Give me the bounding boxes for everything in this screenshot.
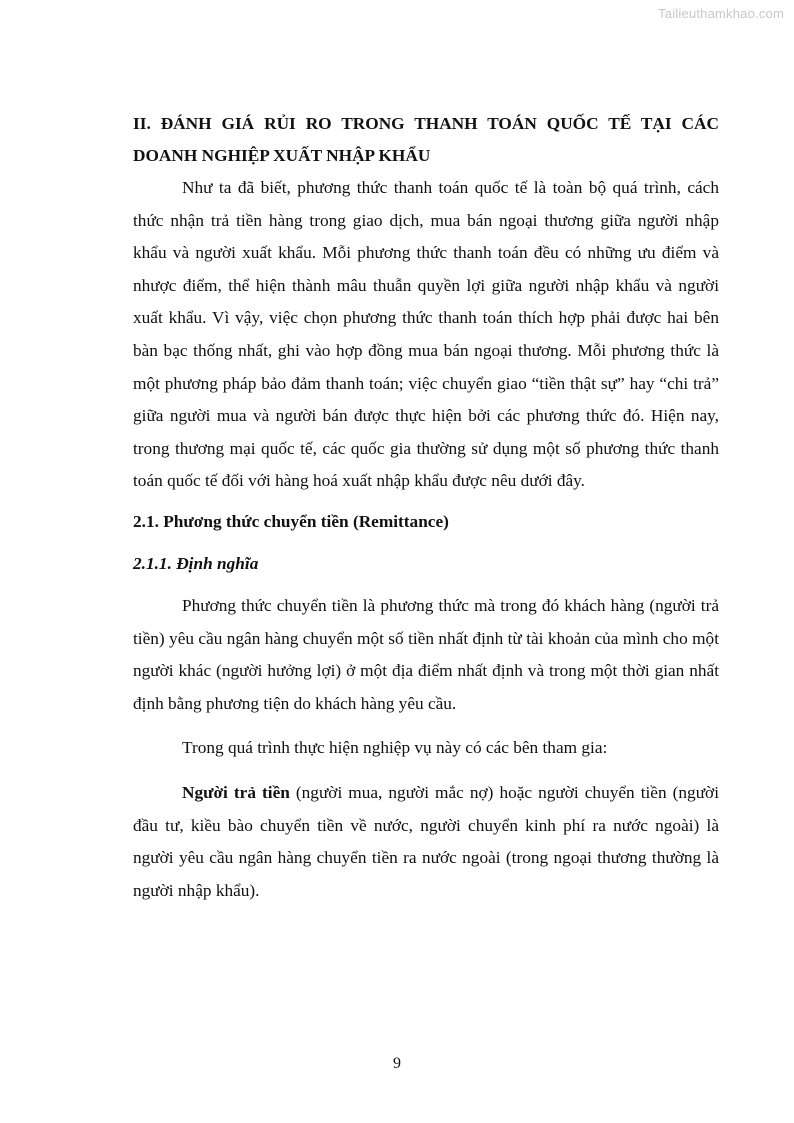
payer-description: (người mua, người mắc nợ) hoặc người chuyển tiền (người đầu tư, kiều bào chuyển tiền về nước, người chuyển kinh phí ra nước ngoài) là người yêu cầu ngân hàng chuyển tiền ra nước ngoài (trong ngoại thương thường là người nhập khẩu).	[133, 782, 720, 900]
subsubsection-heading: 2.1.1. Định nghĩa	[133, 553, 259, 573]
payer-paragraph	[133, 777, 719, 907]
section-heading: II. ĐÁNH GIÁ RỦI RO TRONG THANH TOÁN QUỐC TẾ TẠI CÁC DOANH NGHIỆP XUẤT NHẬP KHẨU	[133, 114, 719, 165]
document-page	[133, 108, 719, 907]
intro-paragraph: Như ta đã biết, phương thức thanh toán quốc tế là toàn bộ quá trình, cách thức nhận trả tiền hàng trong giao dịch, mua bán ngoại thương giữa người nhập khẩu và người xuất khẩu. Mỗi phương thức thanh toán đều có những ưu điểm và nhược điểm, thể hiện thành mâu thuẫn quyền lợi giữa người nhập khẩu và người xuất khẩu. Vì vậy, việc chọn phương thức thanh toán thích hợp phải được hai bên bàn bạc thống nhất, ghi vào hợp đồng mua bán ngoại thương. Mỗi phương thức là một phương pháp bảo đảm thanh toán; việc chuyển giao “tiền thật sự” hay “chi trả” giữa người mua và người bán được thực hiện bởi các phương thức đó. Hiện nay, trong thương mại quốc tế, các quốc gia thường sử dụng một số phương thức thanh toán quốc tế đối với hàng hoá xuất nhập khẩu được nêu dưới đây.	[133, 178, 719, 491]
watermark: Tailieuthamkhao.com	[658, 6, 784, 21]
payer-term: Người trả tiền	[182, 782, 290, 802]
participants-intro: Trong quá trình thực hiện nghiệp vụ này có các bên tham gia:	[182, 738, 608, 758]
subsection-heading: 2.1. Phương thức chuyển tiền (Remittance)	[133, 511, 449, 531]
definition-paragraph: Phương thức chuyển tiền là phương thức mà trong đó khách hàng (người trả tiền) yêu cầu ngân hàng chuyển một số tiền nhất định từ tài khoản của mình cho một người khác (người hưởng lợi) ở một địa điểm nhất định và trong một thời gian nhất định bằng phương tiện do khách hàng yêu cầu.	[133, 595, 719, 713]
page-number: 9	[393, 1055, 401, 1072]
